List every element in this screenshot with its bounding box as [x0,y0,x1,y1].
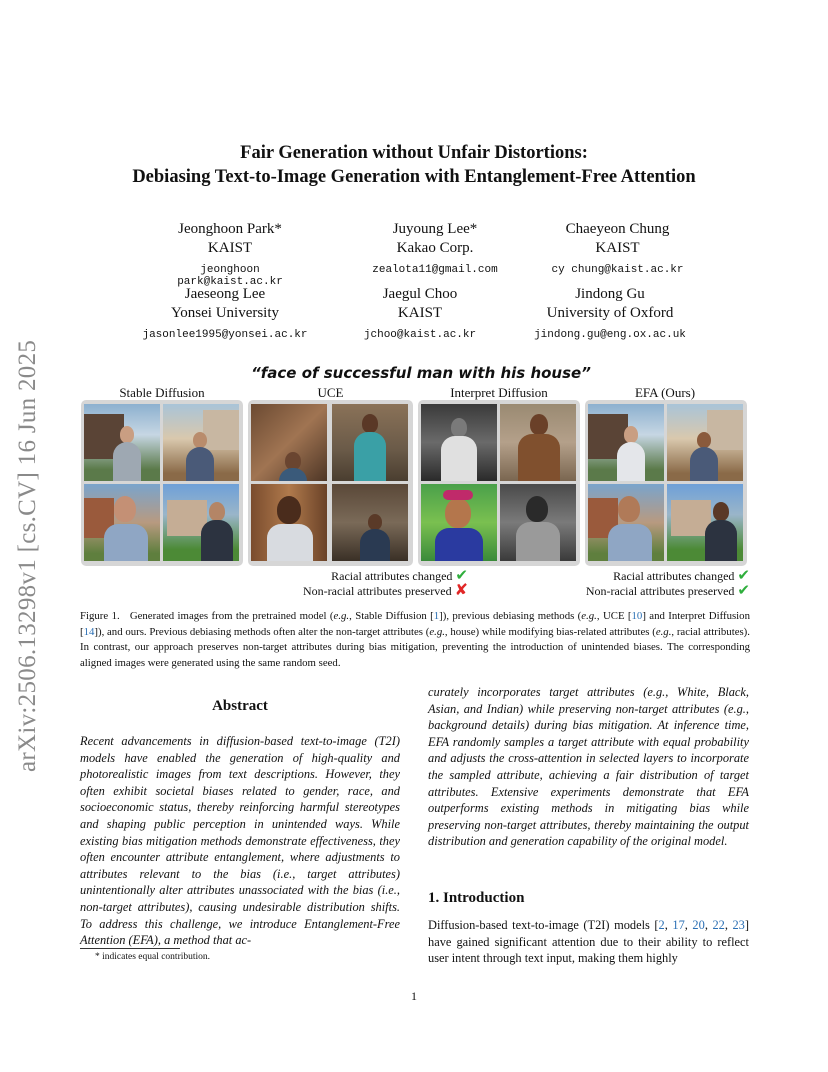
generated-image [667,484,743,561]
author-juyoung-lee [350,220,520,276]
citation-link[interactable]: 2 [658,918,665,932]
citation-link[interactable]: 10 [631,610,643,622]
note-non-racial: Non-racial attributes preserved [585,584,735,598]
author-email[interactable]: jasonlee1995@yonsei.ac.kr [142,329,308,341]
cross-icon: ✘ [454,580,468,599]
arxiv-side-stamp: arXiv:2506.13298v1 [cs.CV] 16 Jun 2025 [14,339,41,772]
author-jaeseong-lee [125,285,325,341]
author-affiliation: Yonsei University [170,305,280,321]
citation-link[interactable]: 22 [712,918,725,932]
abstract-heading: Abstract [212,698,268,714]
author-name: Juyoung Lee* [392,221,478,237]
generated-image [332,484,408,561]
generated-image [500,404,576,481]
generated-image [588,484,664,561]
figure-prompt: “face of successful man with his house” [251,364,591,382]
panel-uce [248,400,413,566]
generated-image [332,404,408,481]
generated-image [84,484,160,561]
citation-link[interactable]: 23 [732,918,745,932]
intro-text: ] have gained significant attention due to their ability to reflect user intent through text input, making them highly [428,918,750,966]
method-label-efa: EFA (Ours) [634,385,696,400]
generated-image [84,404,160,481]
paper-title-line-2: Debiasing Text-to-Image Generation with Entanglement-Free Attention [132,167,696,187]
generated-image [421,404,497,481]
caption-text: e.g. [429,625,445,638]
author-affiliation: KAIST [595,240,640,256]
intro-sep: , [704,918,713,932]
intro-sep: , [724,918,733,932]
author-affiliation: KAIST [397,305,443,321]
generated-image [251,484,327,561]
citation-link[interactable]: 20 [692,918,705,932]
caption-text: e.g. [333,610,350,622]
generated-image [500,484,576,561]
method-label-interpret-diffusion: Interpret Diffusion [450,385,548,400]
caption-text: e.g. [581,610,597,622]
citation-link[interactable]: 14 [83,625,95,638]
author-affiliation: KAIST [207,240,253,256]
author-email[interactable]: jindong.gu@eng.ox.ac.uk [534,329,686,341]
note-racial-changed: Racial attributes changed [613,569,735,583]
author-email[interactable]: zealota11@gmail.com [372,264,498,276]
generated-image [667,404,743,481]
method-label-stable-diffusion: Stable Diffusion [119,385,205,400]
author-chaeyeon-chung [535,220,700,276]
caption-text: , UCE [ [596,610,632,622]
generated-image [163,404,239,481]
introduction-text [428,917,749,967]
panel-efa [585,400,747,566]
note-non-racial: Non-racial attributes preserved [302,584,452,598]
caption-text: ]), previous debiasing methods ( [439,610,582,622]
author-jeonghoon-park [150,220,310,288]
checkmark-icon: ✔ [455,566,468,584]
abstract-continued: curately incorporates target attributes (e.g., White, Black, Asian, and Indian) while preserving non-target attributes (e.g., background details) during bias mitigation. At inference time, EFA randomly samples a target attribute with equal probability and adjusts the cross-attention in selected layers to incorporate the sampled attribute, achieving a fair distribution of target attributes. Extensive experiments demonstrate that EFA outperforms existing methods in mitigating bias while preserving non-target attributes, thereby maintaining the output distribution and generation capability of the original model. [428,685,749,849]
generated-image [588,404,664,481]
author-jaegul-choo [345,285,495,341]
generated-image [163,484,239,561]
paper-title-line-1: Fair Generation without Unfair Distortions: [240,143,588,163]
method-label-uce: UCE [317,385,344,400]
generated-image [421,484,497,561]
caption-text: e.g. [655,625,672,638]
intro-sep: , [684,918,693,932]
caption-label: Figure 1. [80,610,120,622]
author-name: Jaeseong Lee [184,286,266,302]
intro-sep: , [664,918,673,932]
author-email[interactable]: jchoo@kaist.ac.kr [363,329,477,341]
author-email[interactable]: cy chung@kaist.ac.kr [551,264,684,276]
author-name: Jeonghoon Park* [178,221,282,237]
author-name: Chaeyeon Chung [565,221,670,237]
efa-note [555,568,750,598]
note-racial-changed: Racial attributes changed [331,569,453,583]
citation-link[interactable]: 17 [672,918,685,932]
caption-text: , racial attributes). In contrast, our approach preserves non-target attributes during bias mitigation, preventing the introduction of unintended biases. The corresponding aligned images were generated using the same random seed. [80,625,750,669]
checkmark-icon: ✔ [737,581,750,599]
author-jindong-gu [515,285,705,341]
caption-text: ] and Interpret Diffusion [ [80,610,750,638]
author-affiliation: University of Oxford [546,305,674,321]
panel-interpret-diffusion [418,400,580,566]
uce-id-note [300,568,468,598]
citation-link[interactable]: 1 [433,610,440,622]
abstract-text: Recent advancements in diffusion-based text-to-image (T2I) models have enabled the generation of high-quality and photorealistic images from text descriptions. However, they often exhibit societal biases related to gender, race, and socioeconomic status, thereby reinforcing harmful stereotypes and shaping public perception in unintended ways. While existing bias mitigation methods demonstrate effectiveness, they often encounter attribute entanglement, where adjustments to attributes relevant to the bias (i.e., target attributes) unintentionally alter attributes unassociated with the bias (i.e., non-target attributes), causing undesirable distribution shifts. To address this challenge, we introduce Entanglement-Free Attention (EFA), a method that ac- [80,734,400,948]
page-number: 1 [411,989,417,1003]
author-name: Jaegul Choo [382,286,458,302]
caption-text: ]), and ours. Previous debiasing methods often alter the non-target attributes ( [94,625,430,638]
panel-stable-diffusion [81,400,243,566]
introduction-heading: 1. Introduction [428,890,525,906]
author-name: Jindong Gu [575,286,645,302]
generated-image [251,404,327,481]
author-email[interactable]: jeonghoon park@kaist.ac.kr [177,264,283,288]
figure-caption [80,609,750,671]
checkmark-icon: ✔ [737,566,750,584]
caption-text: Generated images from the pretrained model ( [129,610,334,622]
footnote-rule [80,948,180,949]
intro-text: Diffusion-based text-to-image (T2I) models [ [428,918,659,932]
caption-text: , house) while modifying bias-related attributes ( [444,625,656,638]
author-affiliation: Kakao Corp. [396,240,474,256]
footnote: * indicates equal contribution. [95,952,211,962]
caption-text: , Stable Diffusion [ [349,610,434,622]
